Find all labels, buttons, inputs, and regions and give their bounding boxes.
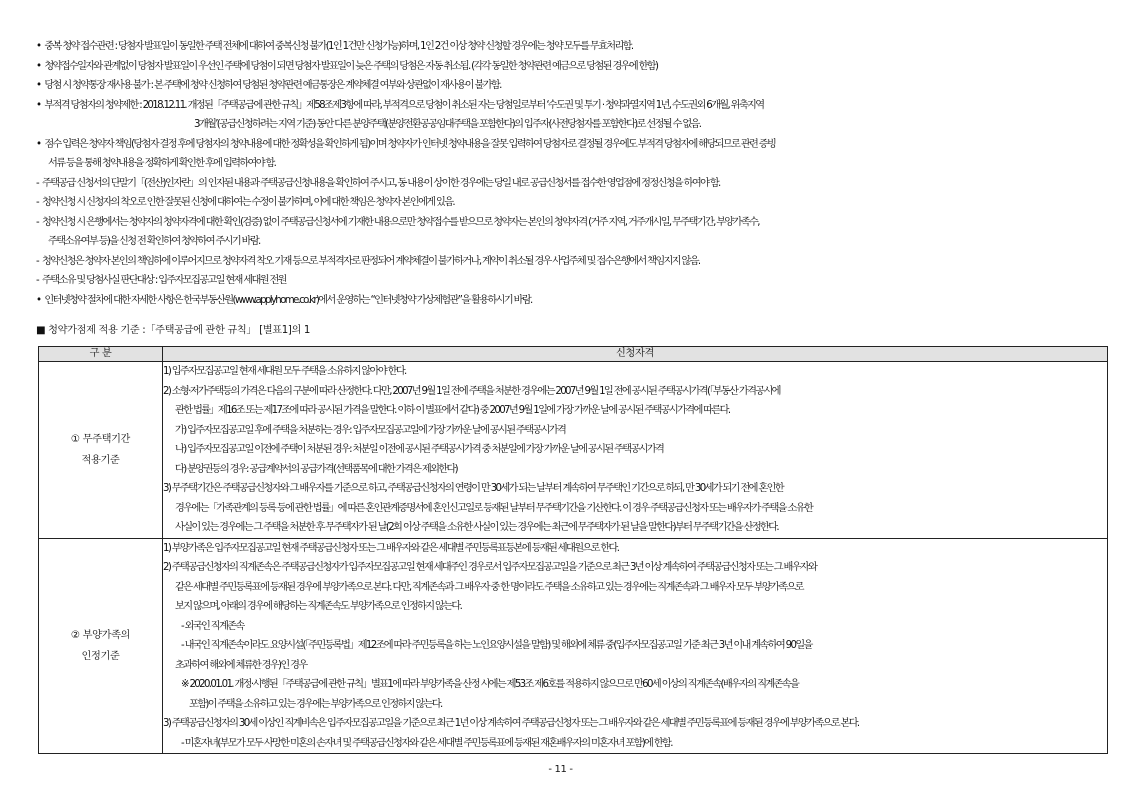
table-row (39, 362, 1108, 539)
qualification-line: 사실이 있는 경우에는 그 주택을 처분한 후 무주택자가 된 날(2회 이상 주택을 소유한 사실이 있는 경우에는 최근에 무주택자가 된 날을 말한다)부터 무주택기간을 산정한다. (175, 522, 779, 533)
notice-text: 인터넷청약 절차에 대한 자세한 사항은 한국부동산원(www.applyhome.co.kr)에서 운영하는 “인터넷청약 가상체험관”을 활용하시기 바람. (44, 294, 532, 306)
qualification-line: 관한 법률」제16조 또는 제17조에 따라 공시된 가격을 말한다. 이하 이 별표에서 같다) 중 2007년 9월 1일에 가장 가까운 날에 공시된 주택공시가격에 따른다. (175, 405, 730, 416)
table-row (39, 538, 1108, 754)
section-title: ■ 청약가점제 적용 기준 :「주택공급에 관한 규칙」 [별표1]의 1 (36, 325, 310, 336)
qualification-line: 가) 입주자모집공고일 후에 주택을 처분하는 경우: 입주자모집공고일에 가장 가까운 날에 공시된 주택공시가격 (175, 424, 566, 436)
notice-item (36, 174, 1096, 194)
bullet-dot: • (36, 60, 41, 72)
qualification-line: 3) 주택공급신청자의 30세 이상인 직계비속은 입주자모집공고일을 기준으로 최근 1년 이상 계속하여 주택공급신청자 또는 그 배우자와 같은 세대별 주민등록표에 등재된 경우에 부양가족으로 본다. (163, 718, 859, 729)
row-category (39, 538, 163, 754)
qualification-line: 1) 입주자모집공고일 현재 세대원 모두 주택을 소유하지 않아야 한다. (163, 366, 406, 377)
qualification-line: 1) 부양가족은 입주자모집공고일 현재 주택공급신청자 또는 그 배우자와 같은 세대별 주민등록표등본에 등재된 세대원으로 한다. (163, 542, 619, 554)
notice-item (36, 213, 1096, 233)
notice-item (36, 135, 1096, 155)
notice-item-continuation (36, 232, 1096, 252)
qualification-line: 포함)이 주택을 소유하고 있는 경우에는 부양가족으로 인정하지 않는다. (189, 698, 442, 710)
notice-item-continuation (36, 154, 1096, 174)
bullet-dot: • (36, 138, 41, 150)
row-category-line: ① 무주택기간 (70, 433, 131, 445)
notice-item (36, 57, 1096, 77)
row-category (39, 362, 163, 539)
row-qualification (163, 362, 1108, 539)
notice-text: 서류 등을 통해 청약내용을 정확하게 확인한 후에 입력하여야 함. (48, 158, 276, 169)
notice-text: 3개월’(공급신청하려는 지역 기준) 동안 다른 분양주택(분양전환공공임대주택을 포함한다)의 입주자(사전당첨자를 포함한다)로 선정될 수 없음. (194, 119, 701, 130)
bullet-dash: - (36, 255, 39, 267)
notice-item (36, 193, 1096, 213)
qualification-line: 초과하여 해외에 체류한 경우)인 경우 (175, 659, 307, 671)
notice-text: 청약신청은 청약자 본인의 책임하에 이루어지므로 청약자격 착오 기재 등으로 부적격자로 판정되어 계약체결이 불가하거나, 계약이 취소될 경우 사업주체 및 접수은행에서 책임지지 않음. (42, 255, 700, 267)
qualification-line: 3) 무주택기간은 주택공급신청자와 그 배우자를 기준으로 하고, 주택공급신청자의 연령이 만 30세가 되는 날부터 계속하여 무주택인 기간으로 하되, 만 30세가 되기 전에 혼인한 (163, 483, 784, 494)
qualification-line: - 외국인 직계존속 (181, 620, 244, 632)
row-qualification (163, 538, 1108, 754)
bullet-dot: • (36, 80, 41, 91)
qualification-line: 같은 세대별 주민등록표에 등재된 경우에 부양가족으로 본다. 다만, 직계존속과 그 배우자 중 한 명이라도 주택을 소유하고 있는 경우에는 직계존속과 그 배우자 모두 부양가족으로 (175, 581, 803, 593)
qualification-line: 2) 주택공급신청자의 직계존속은 주택공급신청자가 입주자모집공고일 현재 세대주인 경우로서 입주자모집공고일을 기준으로 최근 3년 이상 계속하여 주택공급신청자 또는 그 배우자와 (163, 562, 817, 573)
table-header-category: 구 분 (39, 347, 163, 362)
qualification-line: 2) 소형·저가주택등의 가격은 다음의 구분에 따라 산정한다. 다만, 2007년 9월 1일 전에 주택을 처분한 경우에는 2007년 9월 1일 전에 공시된 주택공시가격(「부동산 가격공시에 (163, 385, 780, 397)
notice-text: 점수 입력은 청약자 책임(당첨자 결정 후에 당첨자의 청약내용에 대한 정확성을 확인하게 됨)이며 청약자가 인터넷 청약내용을 잘못 입력하여 당첨자로 결정될 경우에도 부적격 당첨자에 해당되므로 관련 증빙 (44, 138, 776, 150)
notice-text: 청약접수일자와 관계없이 당첨자 발표일이 우선인 주택에 당첨이 되면 당첨자 발표일이 늦은 주택의 당첨은 자동 취소됨. (각각 동일한 청약관련 예금으로 당첨된 경우에 한함) (44, 60, 658, 72)
notice-text: 당첨 시 청약통장 재사용 불가 : 본 주택에 청약 신청하여 당첨된 청약관련 예금통장은 계약체결 여부와 상관없이 재사용이 불가함. (44, 80, 501, 91)
bullet-dash: - (36, 197, 39, 208)
qualification-line: - 내국인 직계존속이라도 요양시설(「주민등록법」제12조에 따라 주민등록을 하는 노인요양시설을 말함) 및 해외에 체류 중(입주자모집공고일 기준 최근 3년 이내 계속하여 90일을 (181, 640, 812, 651)
row-category-line: 인정기준 (81, 650, 120, 662)
qualification-line: 경우에는「가족관계의 등록 등에 관한 법률」에 따른 혼인관계증명서에 혼인신고일로 등재된 날부터 무주택기간을 기산한다. 이 경우 주택공급신청자 또는 배우자가 주택을 소유한 (175, 502, 813, 514)
notice-bullet-list (36, 37, 1096, 310)
notice-text: 주택공급 신청서의 단말기「(전산)인자란」의 인자된 내용과 주택공급신청내용을 확인하여 주시고, 동 내용이 상이한 경우에는 당일 내로 공급신청서를 접수한 영업점에 정정신청을 하여야 함. (42, 177, 720, 189)
notice-item (36, 252, 1096, 272)
notice-text: 주택소유여부 등)을 신청 전 확인하여 청약하여 주시기 바람. (48, 236, 260, 247)
qualification-line: 나) 입주자모집공고일 이전에 주택이 처분된 경우: 처분일 이전에 공시된 주택공시가격 중 처분일에 가장 가까운 날에 공시된 주택공시가격 (175, 444, 664, 455)
notice-text: 청약신청 시 신청자의 착오로 인한 잘못된 신청에 대하여는 수정이 불가하며, 이에 대한 책임은 청약자 본인에게 있음. (42, 197, 455, 208)
bullet-dot: • (36, 294, 41, 306)
bullet-dash: - (36, 177, 39, 189)
notice-item (36, 37, 1096, 57)
notice-text: 주택소유 및 당첨사실 판단대상 : 입주자모집공고일 현재 세대원 전원 (42, 275, 286, 286)
notice-text: 부적격 당첨자의 청약제한 : 2018.12.11. 개정된「주택공급에 관한 규칙」제58조제3항에 따라, 부적격으로 당첨이 취소된 자는 당첨일로부터 ‘수도권 및 투기 · 청약과열지역 1년, 수도권외 6개월, 위축지역 (44, 99, 764, 111)
qualification-line: ※ 2020.01.01. 개정·시행된「주택공급에 관한 규칙」별표1에 따라 부양가족을 산정 시에는 제53조 제6호를 적용하지 않으므로 만60세 이상의 직계존속(배우자의 직계존속을 (181, 679, 799, 690)
qualification-line: - 미혼자녀(부모가 모두 사망한 미혼의 손자녀 및 주택공급신청자와 같은 세대별 주민등록표에 등재된 재혼배우자의 미혼자녀 포함)에 한함. (181, 737, 672, 749)
bullet-dot: • (36, 99, 41, 111)
notice-item (36, 291, 1096, 311)
qualification-line: 보지 않으며, 아래의 경우에 해당하는 직계존속도 부양가족으로 인정하지 않는다. (175, 601, 462, 612)
notice-item-continuation (36, 115, 1096, 135)
bullet-dash: - (36, 275, 39, 286)
notice-text: 중복 청약 접수관련 : 당첨자 발표일이 동일한 주택 전체에 대하여 중복신청 불가(1인 1건만 신청가능)하며, 1인 2건 이상 청약 신청할 경우에는 청약 모두를 무효처리함. (44, 41, 633, 52)
notice-item (36, 271, 1096, 291)
page-number: - 11 - (548, 764, 573, 775)
table-header-row (39, 347, 1108, 362)
notice-item (36, 96, 1096, 116)
row-category-line: 적용기준 (81, 454, 120, 466)
row-category-line: ② 부양가족의 (70, 629, 131, 641)
notice-text: 청약신청 시 은행에서는 청약자의 청약자격에 대한 확인(검증) 없이 주택공급신청서에 기재한 내용으로만 청약접수를 받으므로 청약자는 본인의 청약자격 (거주 지역, 거주개시일, 무주택기간, 부양가족수, (42, 216, 759, 228)
notice-item (36, 76, 1096, 96)
qualification-line: 다) 분양권등의 경우: 공급계약서의 공급가격(선택품목에 대한 가격은 제외한다) (175, 463, 457, 475)
bullet-dot: • (36, 41, 41, 52)
bullet-dash: - (36, 216, 39, 228)
table-header-qualification: 신청자격 (163, 347, 1108, 362)
criteria-table (38, 346, 1108, 754)
